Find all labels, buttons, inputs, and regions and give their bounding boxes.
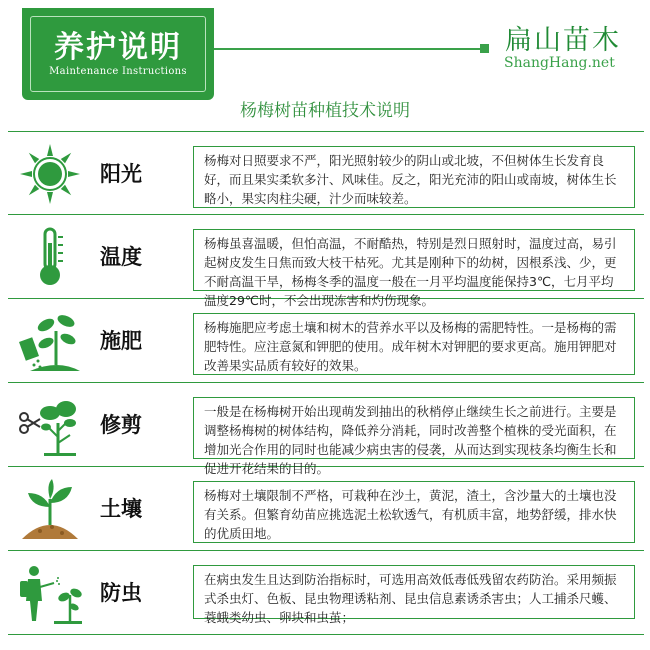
row-description: 杨梅对土壤限制不严格，可栽种在沙土，黄泥，渣土，含沙量大的土壤也没有关系。但繁育幼苗应挑选泥土松软透气，有机质丰富，地势舒缓，排水快的优质田地。	[193, 481, 635, 543]
row-description: 杨梅对日照要求不严，阳光照射较少的阴山或北坡，不但树体生长发育良好，而且果实柔软多汁、风味佳。反之，阳光充沛的阳山或南坡，树体生长略小，果实肉柱尖硬，汁少而味较差。	[193, 146, 635, 208]
badge-subtitle: Maintenance Instructions	[49, 66, 187, 77]
care-row-pruning	[8, 383, 644, 476]
brand-url: ShangHang.net	[504, 55, 615, 71]
title-badge	[22, 8, 214, 100]
fertilizer-plant-icon	[18, 309, 82, 373]
row-description: 杨梅虽喜温暖，但怕高温，不耐酷热，特别是烈日照射时，温度过高，易引起树皮发生日焦而致大枝干枯死。尤其是刚种下的幼树，因根系浅、少，更不耐高温干旱，杨梅冬季的温度一般在一月平均温度能保持3℃，七月平均温度29℃时，不会出现冻害和灼伤现象。	[193, 229, 635, 291]
sprayer-person-icon	[18, 561, 82, 625]
row-label: 防虫	[100, 581, 142, 605]
row-label: 修剪	[100, 413, 142, 437]
care-list	[8, 131, 644, 635]
thermometer-icon	[18, 225, 82, 289]
row-label: 阳光	[100, 162, 142, 186]
header	[0, 0, 650, 121]
row-label: 施肥	[100, 329, 142, 353]
care-row-temperature	[8, 215, 644, 308]
page-subtitle: 杨梅树苗种植技术说明	[240, 101, 410, 121]
badge-title: 养护说明	[54, 30, 182, 65]
care-row-sunlight	[8, 131, 644, 215]
row-description: 杨梅施肥应考虑土壤和树木的营养水平以及杨梅的需肥特性。一是杨梅的需肥特性。应注意氮和钾肥的使用。成年树木对钾肥的要求更高。施用钾肥对改善果实品质有较好的效果。	[193, 313, 635, 375]
row-label: 土壤	[100, 497, 142, 521]
header-divider	[214, 48, 480, 50]
row-description: 一般是在杨梅树开始出现萌发到抽出的秋梢停止继续生长之前进行。主要是调整杨梅树的树体结构，降低养分消耗，同时改善整个植株的受光面积，在增加光合作用的同时也能减少病虫害的侵袭，从而达到实现枝条均衡生长和促进开花结果的目的。	[193, 397, 635, 459]
row-label: 温度	[100, 245, 142, 269]
row-description: 在病虫发生且达到防治指标时，可选用高效低毒低残留农药防治。采用频振式杀虫灯、色板、昆虫物理诱粘剂、昆虫信息素诱杀害虫；人工捕杀尺蠖、蓑蛾类幼虫、卵块和虫茧；	[193, 565, 635, 619]
divider-square	[480, 44, 489, 53]
care-row-fertilizing	[8, 299, 644, 383]
brand-logo: 扁山苗木	[505, 25, 621, 56]
sun-icon	[18, 142, 82, 206]
soil-sprout-icon	[18, 477, 82, 541]
care-row-pest-control	[8, 551, 644, 635]
scissors-tree-icon	[18, 393, 82, 457]
care-row-soil	[8, 467, 644, 551]
